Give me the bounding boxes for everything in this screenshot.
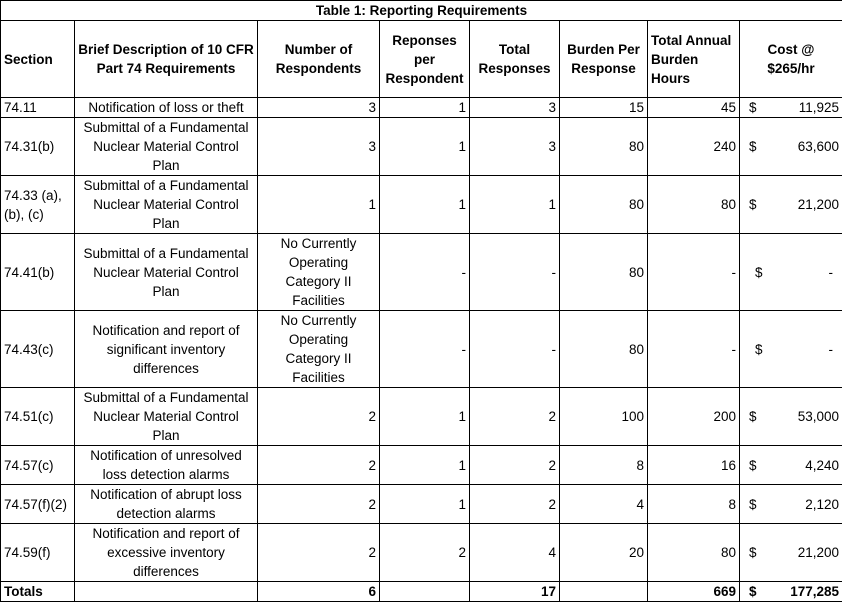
totals-total-responses: 17	[470, 582, 560, 602]
responses-per-cell: -	[380, 311, 470, 388]
totals-description	[75, 582, 258, 602]
total-responses-cell: 2	[470, 485, 560, 524]
section-cell: 74.41(b)	[1, 234, 75, 311]
section-cell: 74.43(c)	[1, 311, 75, 388]
table-row	[1, 388, 842, 446]
header-annual-hours: Total Annual Burden Hours	[648, 21, 740, 98]
cost-value: -	[829, 263, 840, 282]
burden-per-cell: 20	[560, 524, 648, 582]
section-cell: 74.11	[1, 98, 75, 118]
cost-value: -	[829, 340, 840, 359]
cost-value: 21,200	[798, 543, 839, 562]
cost-value: 53,000	[798, 407, 839, 426]
table-row	[1, 98, 842, 118]
header-section: Section	[1, 21, 75, 98]
cost-cell	[740, 524, 842, 582]
header-cost: Cost @ $265/hr	[740, 21, 842, 98]
cost-cell	[740, 118, 842, 176]
respondents-cell: 2	[258, 446, 380, 485]
respondents-cell: 3	[258, 98, 380, 118]
burden-per-cell: 80	[560, 176, 648, 234]
respondents-cell: 2	[258, 485, 380, 524]
responses-per-cell: 1	[380, 176, 470, 234]
annual-hours-cell: -	[648, 234, 740, 311]
annual-hours-cell: 16	[648, 446, 740, 485]
description-cell: Submittal of a Fundamental Nuclear Material Control Plan	[75, 176, 258, 234]
totals-label: Totals	[1, 582, 75, 602]
header-description: Brief Description of 10 CFR Part 74 Requirements	[75, 21, 258, 98]
cost-cell	[740, 98, 842, 118]
totals-burden-per	[560, 582, 648, 602]
burden-per-cell: 80	[560, 311, 648, 388]
description-cell: Notification and report of excessive inventory differences	[75, 524, 258, 582]
cost-symbol: $	[743, 263, 763, 282]
section-cell: 74.57(f)(2)	[1, 485, 75, 524]
cost-symbol: $	[743, 495, 757, 514]
responses-per-cell: 1	[380, 485, 470, 524]
respondents-cell: 2	[258, 524, 380, 582]
totals-row	[1, 582, 842, 602]
total-responses-cell: 3	[470, 118, 560, 176]
burden-per-cell: 15	[560, 98, 648, 118]
table-row	[1, 524, 842, 582]
respondents-cell: No Currently Operating Category II Facilities	[258, 311, 380, 388]
totals-responses-per	[380, 582, 470, 602]
totals-annual-hours: 669	[648, 582, 740, 602]
responses-per-cell: 2	[380, 524, 470, 582]
header-burden-per: Burden Per Response	[560, 21, 648, 98]
totals-cost-symbol: $	[743, 582, 757, 601]
responses-per-cell: 1	[380, 118, 470, 176]
cost-cell	[740, 485, 842, 524]
burden-per-cell: 80	[560, 234, 648, 311]
cost-value: 21,200	[798, 195, 839, 214]
respondents-cell: No Currently Operating Category II Facilities	[258, 234, 380, 311]
responses-per-cell: 1	[380, 446, 470, 485]
respondents-cell: 2	[258, 388, 380, 446]
total-responses-cell: -	[470, 234, 560, 311]
header-total-responses: Total Responses	[470, 21, 560, 98]
burden-per-cell: 4	[560, 485, 648, 524]
total-responses-cell: 4	[470, 524, 560, 582]
total-responses-cell: -	[470, 311, 560, 388]
table-title: Table 1: Reporting Requirements	[1, 1, 842, 21]
annual-hours-cell: 8	[648, 485, 740, 524]
cost-symbol: $	[743, 137, 757, 156]
cost-value: 63,600	[798, 137, 839, 156]
total-responses-cell: 3	[470, 98, 560, 118]
table-row	[1, 311, 842, 388]
total-responses-cell: 1	[470, 176, 560, 234]
respondents-cell: 3	[258, 118, 380, 176]
cost-value: 2,120	[805, 495, 839, 514]
table-row	[1, 446, 842, 485]
section-cell: 74.31(b)	[1, 118, 75, 176]
table-row	[1, 118, 842, 176]
description-cell: Submittal of a Fundamental Nuclear Material Control Plan	[75, 234, 258, 311]
description-cell: Notification of unresolved loss detection alarms	[75, 446, 258, 485]
annual-hours-cell: 240	[648, 118, 740, 176]
responses-per-cell: 1	[380, 98, 470, 118]
cost-symbol: $	[743, 195, 757, 214]
responses-per-cell: 1	[380, 388, 470, 446]
responses-per-cell: -	[380, 234, 470, 311]
total-responses-cell: 2	[470, 446, 560, 485]
header-row	[1, 21, 842, 98]
respondents-cell: 1	[258, 176, 380, 234]
section-cell: 74.57(c)	[1, 446, 75, 485]
annual-hours-cell: 80	[648, 524, 740, 582]
section-cell: 74.59(f)	[1, 524, 75, 582]
totals-cost	[740, 582, 842, 602]
cost-cell	[740, 176, 842, 234]
annual-hours-cell: 45	[648, 98, 740, 118]
annual-hours-cell: 80	[648, 176, 740, 234]
description-cell: Submittal of a Fundamental Nuclear Material Control Plan	[75, 118, 258, 176]
annual-hours-cell: -	[648, 311, 740, 388]
cost-symbol: $	[743, 543, 757, 562]
description-cell: Notification of loss or theft	[75, 98, 258, 118]
burden-per-cell: 100	[560, 388, 648, 446]
totals-cost-value: 177,285	[790, 582, 839, 601]
cost-symbol: $	[743, 456, 757, 475]
burden-per-cell: 8	[560, 446, 648, 485]
cost-cell	[740, 388, 842, 446]
burden-per-cell: 80	[560, 118, 648, 176]
description-cell: Notification of abrupt loss detection alarms	[75, 485, 258, 524]
description-cell: Submittal of a Fundamental Nuclear Material Control Plan	[75, 388, 258, 446]
cost-symbol: $	[743, 407, 757, 426]
totals-respondents: 6	[258, 582, 380, 602]
cost-symbol: $	[743, 98, 757, 117]
section-cell: 74.33 (a),(b), (c)	[1, 176, 75, 234]
header-responses-per: Reponses per Respondent	[380, 21, 470, 98]
header-respondents: Number of Respondents	[258, 21, 380, 98]
table-row	[1, 176, 842, 234]
cost-cell	[740, 446, 842, 485]
total-responses-cell: 2	[470, 388, 560, 446]
cost-value: 11,925	[799, 98, 839, 117]
table-row	[1, 234, 842, 311]
description-cell: Notification and report of significant inventory differences	[75, 311, 258, 388]
section-cell: 74.51(c)	[1, 388, 75, 446]
cost-cell	[740, 311, 842, 388]
annual-hours-cell: 200	[648, 388, 740, 446]
cost-symbol: $	[743, 340, 763, 359]
cost-cell	[740, 234, 842, 311]
table-row	[1, 485, 842, 524]
cost-value: 4,240	[805, 456, 839, 475]
